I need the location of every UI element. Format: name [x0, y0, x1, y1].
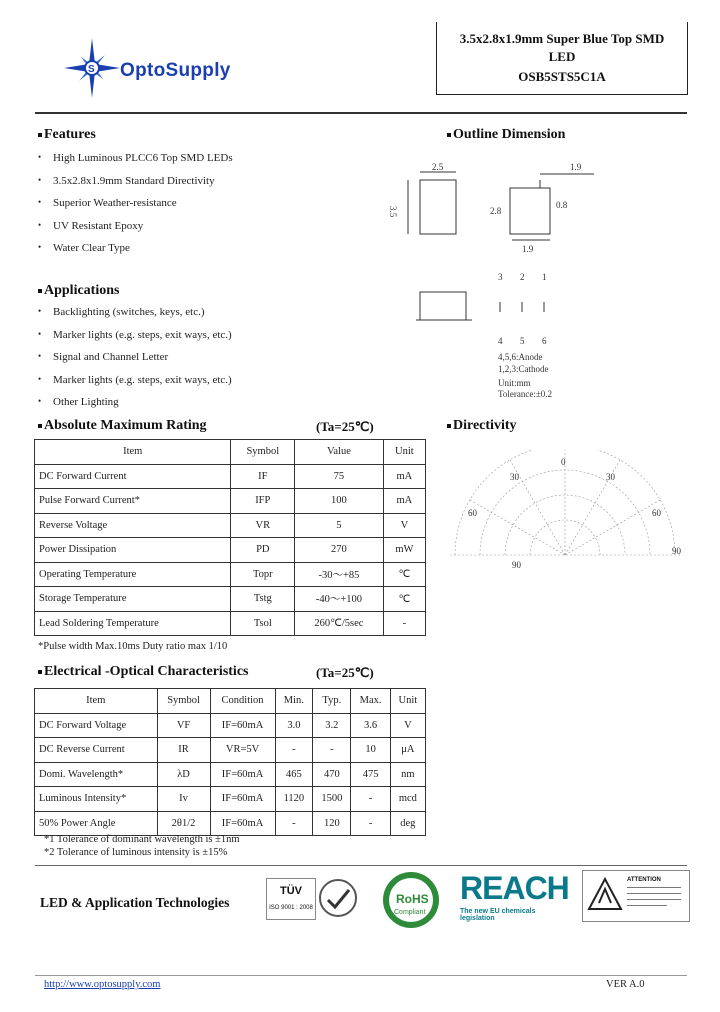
eo-table-cell: IF=60mA: [210, 811, 275, 836]
abs-table-row: [35, 489, 426, 514]
elec-opt-condition: (Ta=25℃): [316, 665, 374, 680]
abs-table-cell: Operating Temperature: [35, 562, 231, 587]
svg-text:3: 3: [498, 272, 503, 282]
reach-logo: [460, 870, 569, 922]
eo-table-cell: -: [313, 738, 351, 763]
elec-opt-footnote-1: *1 Tolerance of dominant wavelength is ±1nm: [44, 834, 240, 845]
eo-header-cell: Condition: [210, 689, 275, 714]
angle-label-90-left: 90: [512, 560, 521, 570]
star-logo-icon: [58, 36, 128, 100]
angle-label-90-right: 90: [672, 546, 681, 556]
eo-table-cell: λD: [157, 762, 210, 787]
abs-table-row: [35, 562, 426, 587]
elec-opt-footnote-2: *2 Tolerance of luminous intensity is ±15%: [44, 847, 228, 858]
svg-text:S: S: [88, 64, 95, 75]
eo-table-cell: IF=60mA: [210, 787, 275, 812]
angle-label-30-right: 30: [606, 472, 615, 482]
eo-table-row: [35, 738, 426, 763]
esd-attention-badge: [582, 870, 690, 922]
eo-table-cell: mcd: [390, 787, 425, 812]
eo-table-cell: 470: [313, 762, 351, 787]
abs-header-cell: Value: [295, 440, 384, 465]
eo-header-cell: Max.: [351, 689, 390, 714]
abs-table-row: [35, 464, 426, 489]
abs-table-cell: ℃: [383, 587, 425, 612]
logo: [58, 36, 278, 100]
pad-layout: [498, 272, 547, 346]
angle-label-30-left: 30: [510, 472, 519, 482]
certification-icon: [318, 878, 358, 918]
rohs-sub: Compliant: [394, 909, 426, 916]
header-divider: [35, 112, 687, 114]
abs-table-cell: Power Dissipation: [35, 538, 231, 563]
eo-table-cell: DC Reverse Current: [35, 738, 158, 763]
abs-table-row: [35, 538, 426, 563]
eo-table-cell: 50% Power Angle: [35, 811, 158, 836]
eo-table-cell: 1500: [313, 787, 351, 812]
abs-table-cell: 75: [295, 464, 384, 489]
abs-header-cell: Symbol: [231, 440, 295, 465]
directivity-chart: [440, 450, 690, 580]
eo-table-cell: IR: [157, 738, 210, 763]
abs-table-cell: Pulse Forward Current*: [35, 489, 231, 514]
led-bottom-view: [420, 292, 466, 320]
outline-drawing: [380, 150, 700, 400]
abs-table-cell: VR: [231, 513, 295, 538]
abs-table-cell: DC Forward Current: [35, 464, 231, 489]
footer-divider: [35, 865, 687, 866]
website-link[interactable]: http://www.optosupply.com: [44, 979, 161, 990]
applications-heading: Applications: [38, 283, 119, 299]
abs-table-cell: -: [383, 611, 425, 636]
directivity-heading: Directivity: [447, 418, 517, 434]
eo-table-cell: nm: [390, 762, 425, 787]
eo-header-cell: Item: [35, 689, 158, 714]
angle-label-60-left: 60: [468, 508, 477, 518]
abs-table-cell: Tstg: [231, 587, 295, 612]
abs-table-cell: -40～+100: [295, 587, 384, 612]
eo-table-cell: V: [390, 713, 425, 738]
version-label: VER A.0: [606, 979, 645, 990]
eo-header-cell: Unit: [390, 689, 425, 714]
abs-table-cell: -30～+85: [295, 562, 384, 587]
abs-table-cell: PD: [231, 538, 295, 563]
rohs-label: RoHS: [396, 892, 429, 906]
angle-label-60-right: 60: [652, 508, 661, 518]
title-box: [436, 22, 688, 95]
features-list: [38, 152, 338, 265]
brand-name: OptoSupply: [120, 60, 231, 81]
outline-heading: Outline Dimension: [447, 127, 565, 143]
eo-table-cell: 120: [313, 811, 351, 836]
elec-opt-heading: Electrical -Optical Characteristics: [38, 664, 248, 680]
abs-table-cell: 270: [295, 538, 384, 563]
svg-text:4,5,6:Anode: 4,5,6:Anode: [498, 352, 543, 362]
abs-table-cell: Lead Soldering Temperature: [35, 611, 231, 636]
eo-table-cell: 475: [351, 762, 390, 787]
abs-table-cell: IF: [231, 464, 295, 489]
eo-table-row: [35, 787, 426, 812]
abs-table-cell: Tsol: [231, 611, 295, 636]
dim-width: 2.5: [432, 162, 444, 172]
feature-item: • 3.5x2.8x1.9mm Standard Directivity: [38, 175, 338, 198]
abs-table-cell: IFP: [231, 489, 295, 514]
feature-item: • Water Clear Type: [38, 242, 338, 265]
abs-table-cell: 5: [295, 513, 384, 538]
svg-text:Unit:mm: Unit:mm: [498, 378, 531, 388]
dim-depth: 1.9: [570, 162, 582, 172]
eo-table-cell: 3.2: [313, 713, 351, 738]
eo-table-cell: 3.0: [275, 713, 313, 738]
eo-table-cell: Luminous Intensity*: [35, 787, 158, 812]
abs-table-row: [35, 587, 426, 612]
eo-table-row: [35, 762, 426, 787]
dim-lead: 0.8: [556, 200, 568, 210]
application-item: • Marker lights (e.g. steps, exit ways, etc.): [38, 329, 338, 352]
abs-table-cell: mA: [383, 464, 425, 489]
application-item: • Backlighting (switches, keys, etc.): [38, 306, 338, 329]
abs-table-cell: Topr: [231, 562, 295, 587]
eo-table-cell: 3.6: [351, 713, 390, 738]
reach-sub: The new EU chemicals legislation: [460, 908, 536, 922]
eo-table-cell: DC Forward Voltage: [35, 713, 158, 738]
abs-table-cell: V: [383, 513, 425, 538]
esd-warning-icon: [587, 877, 623, 913]
footer-bottom-divider: [35, 975, 687, 976]
svg-text:6: 6: [542, 336, 547, 346]
abs-table-row: [35, 513, 426, 538]
part-number: OSB5STS5C1A: [518, 69, 606, 84]
abs-header-cell: Unit: [383, 440, 425, 465]
iso-label: ISO 9001 : 2008: [269, 905, 313, 911]
rohs-badge: [376, 870, 446, 930]
abs-header-cell: Item: [35, 440, 231, 465]
dim-bottom: 1.9: [522, 244, 534, 254]
footer-tagline: LED & Application Technologies: [40, 895, 230, 910]
eo-table-cell: 10: [351, 738, 390, 763]
reach-label: REACH: [460, 870, 569, 906]
abs-table-cell: Reverse Voltage: [35, 513, 231, 538]
application-item: • Other Lighting: [38, 396, 338, 419]
abs-max-heading: Absolute Maximum Rating: [38, 418, 207, 434]
attention-label: ATTENTION: [627, 877, 661, 883]
eo-table-cell: -: [275, 738, 313, 763]
outline-notes: [498, 352, 552, 399]
dim-side: 2.8: [490, 206, 502, 216]
svg-text:Tolerance:±0.2: Tolerance:±0.2: [498, 389, 553, 399]
eo-table-cell: μA: [390, 738, 425, 763]
eo-table-cell: VR=5V: [210, 738, 275, 763]
abs-table-cell: mW: [383, 538, 425, 563]
eo-table-cell: -: [351, 811, 390, 836]
eo-table-cell: 2θ1/2: [157, 811, 210, 836]
dim-height: 3.5: [388, 206, 398, 218]
eo-header-cell: Typ.: [313, 689, 351, 714]
application-item: • Marker lights (e.g. steps, exit ways, etc.): [38, 374, 338, 397]
abs-table-cell: ℃: [383, 562, 425, 587]
eo-table-row: [35, 713, 426, 738]
svg-text:2: 2: [520, 272, 525, 282]
tuv-iso-badge: [266, 878, 316, 920]
angle-label-0: 0: [561, 457, 566, 467]
feature-item: • Superior Weather-resistance: [38, 197, 338, 220]
eo-table-cell: Domi. Wavelength*: [35, 762, 158, 787]
svg-text:5: 5: [520, 336, 525, 346]
tuv-mark: TÜV: [280, 885, 302, 897]
feature-item: • High Luminous PLCC6 Top SMD LEDs: [38, 152, 338, 175]
feature-item: • UV Resistant Epoxy: [38, 220, 338, 243]
svg-text:4: 4: [498, 336, 503, 346]
features-heading: Features: [38, 127, 96, 143]
eo-table-cell: 1120: [275, 787, 313, 812]
eo-table-cell: 465: [275, 762, 313, 787]
abs-table-cell: 260℃/5sec: [295, 611, 384, 636]
svg-text:1: 1: [542, 272, 547, 282]
eo-table-row: [35, 811, 426, 836]
eo-table-cell: VF: [157, 713, 210, 738]
svg-text:1,2,3:Cathode: 1,2,3:Cathode: [498, 364, 549, 374]
abs-table-row: [35, 611, 426, 636]
eo-table-cell: deg: [390, 811, 425, 836]
eo-header-cell: Symbol: [157, 689, 210, 714]
product-title: 3.5x2.8x1.9mm Super Blue Top SMD: [459, 31, 665, 46]
eo-table-cell: -: [351, 787, 390, 812]
elec-opt-table: [34, 688, 426, 836]
abs-table-cell: 100: [295, 489, 384, 514]
led-front-view: [420, 180, 456, 234]
abs-max-table: [34, 439, 426, 636]
eo-header-cell: Min.: [275, 689, 313, 714]
eo-table-cell: Iv: [157, 787, 210, 812]
eo-table-cell: IF=60mA: [210, 713, 275, 738]
application-item: • Signal and Channel Letter: [38, 351, 338, 374]
abs-table-cell: mA: [383, 489, 425, 514]
abs-max-footnote: *Pulse width Max.10ms Duty ratio max 1/10: [38, 641, 228, 652]
applications-list: [38, 306, 338, 419]
eo-table-cell: IF=60mA: [210, 762, 275, 787]
abs-max-condition: (Ta=25℃): [316, 419, 374, 434]
abs-table-cell: Storage Temperature: [35, 587, 231, 612]
eo-table-cell: -: [275, 811, 313, 836]
led-side-view: [510, 188, 550, 234]
product-title-line2: LED: [548, 49, 576, 64]
